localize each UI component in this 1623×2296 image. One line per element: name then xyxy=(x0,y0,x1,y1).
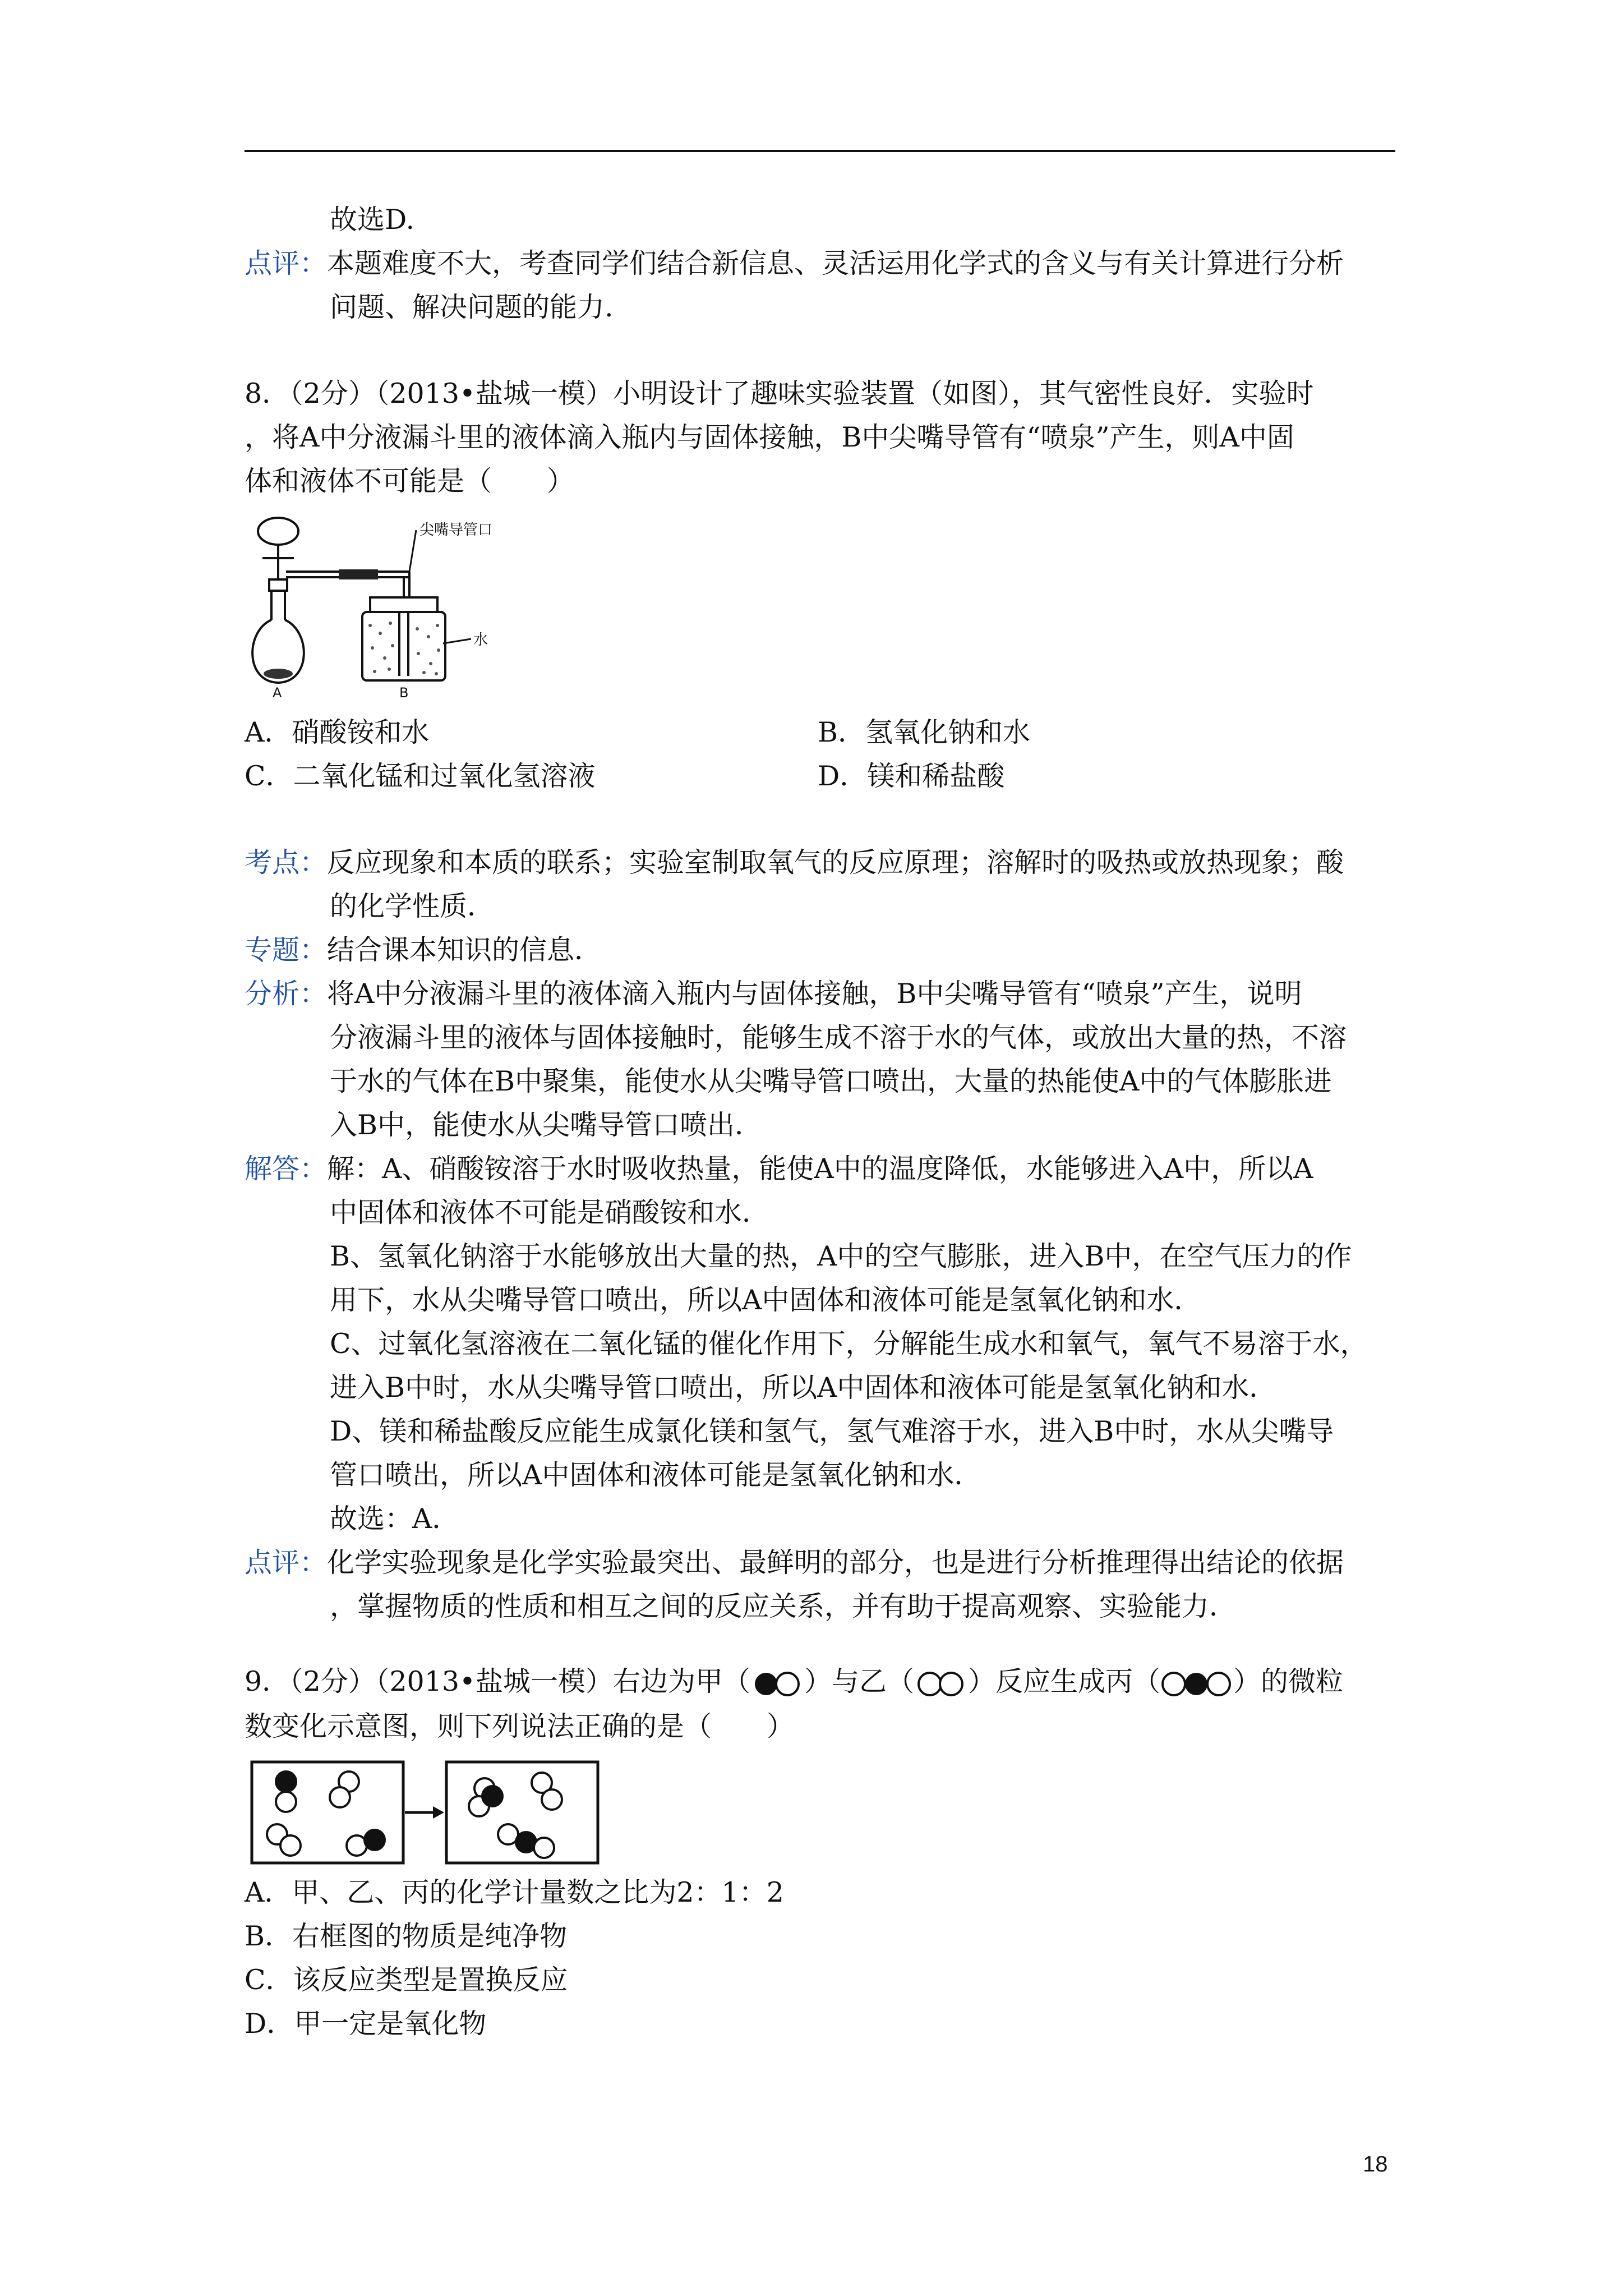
prev-answer: 故选D. xyxy=(330,204,415,236)
page-number: 18 xyxy=(1363,2152,1388,2177)
q9-reaction-diagram xyxy=(250,1760,600,1867)
q9-option-c: C．该反应类型是置换反应 xyxy=(245,1964,568,1996)
header-rule xyxy=(245,150,1395,152)
q9-option-a: A．甲、乙、丙的化学计量数之比为2：1：2 xyxy=(245,1876,784,1908)
tip-label: 尖嘴导管口 xyxy=(419,522,493,539)
q8-stem-line2: ，将A中分液漏斗里的液体滴入瓶内与固体接触，B中尖嘴导管有“喷泉”产生，则A中固 xyxy=(245,421,1294,453)
jieda-line6: 进入B中时，水从尖嘴导管口喷出，所以A中固体和液体可能是氢氧化钠和水． xyxy=(330,1372,1277,1404)
q8-stem-line3: 体和液体不可能是（ ） xyxy=(245,465,575,497)
comment-label: 点评： xyxy=(245,247,328,279)
q8-apparatus-figure xyxy=(246,513,605,698)
water-label: 水 xyxy=(473,632,488,648)
q8-option-a: A．硝酸铵和水 xyxy=(245,716,430,748)
kaodian-line1: 考点：反应现象和本质的联系；实验室制取氧气的反应原理；溶解时的吸热或放热现象；酸 xyxy=(245,846,1344,878)
bottle-b-label: B xyxy=(399,685,409,698)
jieda-line1: 解答：解：A、硝酸铵溶于水时吸收热量，能使A中的温度降低，水能够进入A中，所以A xyxy=(245,1153,1313,1185)
q9-option-d: D．甲一定是氧化物 xyxy=(245,2008,487,2040)
q9-option-b: B．右框图的物质是纯净物 xyxy=(245,1920,568,1952)
q9-stem-line2: 数变化示意图，则下列说法正确的是（ ） xyxy=(245,1710,795,1742)
zhuanti-line: 专题：结合课本知识的信息． xyxy=(245,934,602,966)
q8-option-b: B．氢氧化钠和水 xyxy=(818,716,1031,748)
fenxi-line4: 入B中，能使水从尖嘴导管口喷出． xyxy=(330,1109,763,1141)
molecule-bing-icon xyxy=(1160,1670,1233,1698)
fenxi-line1: 分析：将A中分液漏斗里的液体滴入瓶内与固体接触，B中尖嘴导管有“喷泉”产生，说明 xyxy=(245,978,1302,1010)
q8-option-d: D．镁和稀盐酸 xyxy=(818,760,1005,792)
prev-comment-line2: 问题、解决问题的能力. xyxy=(330,291,614,323)
jieda-line4: 用下，水从尖嘴导管口喷出，所以A中固体和液体可能是氢氧化钠和水． xyxy=(330,1284,1202,1316)
fenxi-line2: 分液漏斗里的液体与固体接触时，能够生成不溶于水的气体，或放出大量的热，不溶 xyxy=(330,1022,1347,1053)
jieda-line8: 管口喷出，所以A中固体和液体可能是氢氧化钠和水． xyxy=(330,1459,982,1491)
q9-stem-line1: 9．（2分）（2013•盐城一模）右边为甲（ ）与乙（ ）反应生成丙（ ）的微粒 xyxy=(245,1665,1344,1697)
molecule-jia-icon xyxy=(750,1670,804,1698)
dianping-line1: 点评：化学实验现象是化学实验最突出、最鲜明的部分，也是进行分析推理得出结论的依据 xyxy=(245,1547,1344,1579)
fenxi-line3: 于水的气体在B中聚集，能使水从尖嘴导管口喷出，大量的热能使A中的气体膨胀进 xyxy=(330,1065,1332,1097)
molecule-yi-icon xyxy=(914,1670,968,1698)
jieda-line5: C、过氧化氢溶液在二氧化锰的催化作用下，分解能生成水和氧气，氧气不易溶于水， xyxy=(330,1328,1368,1360)
jieda-line2: 中固体和液体不可能是硝酸铵和水． xyxy=(330,1197,770,1228)
jieda-line3: B、氢氧化钠溶于水能够放出大量的热，A中的空气膨胀，进入B中，在空气压力的作 xyxy=(330,1240,1352,1272)
q8-option-c: C．二氧化锰和过氧化氢溶液 xyxy=(245,760,596,792)
dianping-line2: ，掌握物质的性质和相互之间的反应关系，并有助于提高观察、实验能力． xyxy=(330,1590,1237,1622)
kaodian-line2: 的化学性质． xyxy=(330,890,495,922)
prev-comment-line1: 点评：本题难度不大，考查同学们结合新信息、灵活运用化学式的含义与有关计算进行分析 xyxy=(245,247,1344,279)
flask-a-label: A xyxy=(273,685,282,698)
jieda-line9: 故选：A． xyxy=(330,1503,460,1535)
q8-stem-line1: 8．（2分）（2013•盐城一模）小明设计了趣味实验装置（如图），其气密性良好．实验时 xyxy=(245,378,1314,409)
jieda-line7: D、镁和稀盐酸反应能生成氯化镁和氢气，氢气难溶于水，进入B中时，水从尖嘴导 xyxy=(330,1415,1334,1447)
